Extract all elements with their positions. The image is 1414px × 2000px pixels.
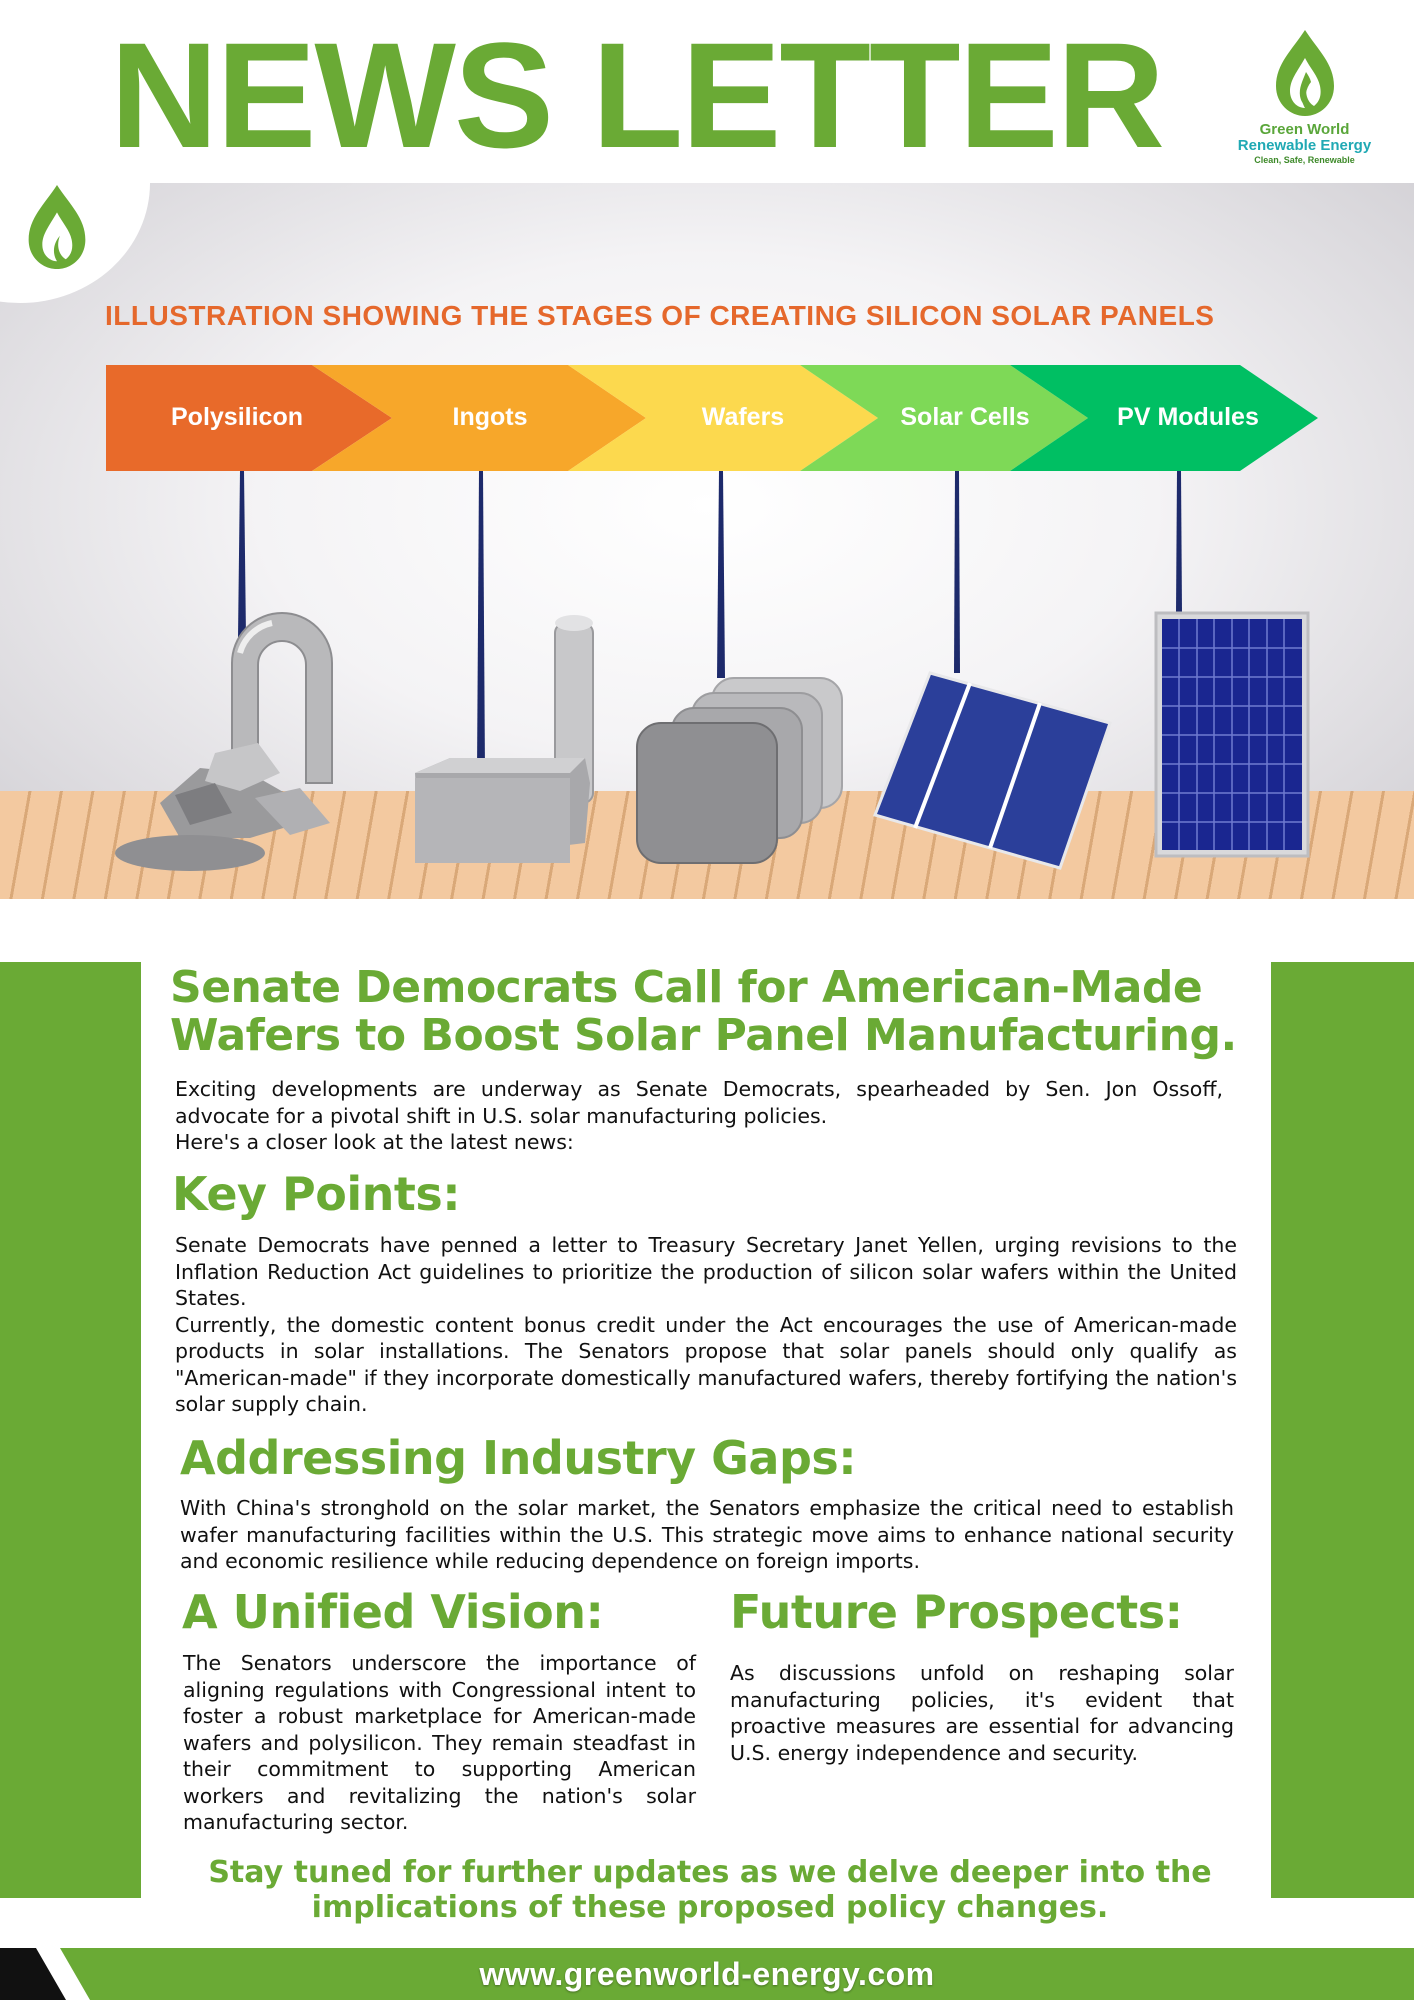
key-points-heading: Key Points: — [172, 1167, 461, 1221]
stage-label-solar-cells: Solar Cells — [900, 403, 1030, 431]
green-flame-icon — [1270, 28, 1340, 118]
ingots-object — [415, 615, 593, 863]
connector-line — [717, 471, 725, 678]
intro-paragraph: Exciting developments are underway as Senate Democrats, spearheaded by Sen. Jon Ossoff, advocate for a pivotal shift in U.S. solar manufacturing policies. — [175, 1077, 1223, 1128]
intro-lead-in: Here's a closer look at the latest news: — [175, 1130, 574, 1154]
industry-gaps-text: With China's stronghold on the solar market, the Senators emphasize the critical need to establish wafer manufacturing facilities within the U.S. This strategic move aims to enhance national security and economic resilience while reducing dependence on foreign imports. — [180, 1496, 1234, 1573]
wafers-object — [637, 678, 842, 863]
solar-panel-stages-illustration — [0, 183, 1414, 899]
company-logo — [1222, 28, 1387, 166]
connector-line — [1176, 471, 1182, 613]
solar-cell-object — [875, 673, 1110, 868]
logo-line-2: Renewable Energy — [1237, 137, 1372, 154]
article-headline: Senate Democrats Call for American-Made Wafers to Boost Solar Panel Manufacturing. — [170, 962, 1237, 1061]
future-prospects-heading: Future Prospects: — [730, 1585, 1183, 1639]
key-points-text — [175, 1232, 1237, 1418]
stages-arrow-band — [0, 183, 1414, 899]
unified-vision-text: The Senators underscore the importance of aligning regulations with Congressional intent to foster a robust marketplace for American-made wafers and polysilicon. They remain steadfast in their commitment to supporting American workers and revitalizing the nation's solar manufacturing sector. — [183, 1651, 696, 1834]
key-points-paragraph-2: Currently, the domestic content bonus credit under the Act encourages the use of American-made products in solar installations. The Senators propose that solar panels should only qualify as "American-made" if they incorporate domestically manufactured wafers, thereby fortifying the nation's solar supply chain. — [175, 1312, 1237, 1416]
stage-label-polysilicon: Polysilicon — [171, 403, 303, 431]
closing-statement: Stay tuned for further updates as we delve deeper into the implications of these proposed policy changes. — [208, 1855, 1212, 1925]
website-link[interactable]: www.greenworld-energy.com — [479, 1956, 935, 1992]
polysilicon-object — [115, 613, 332, 871]
connector-line — [954, 471, 960, 673]
unified-vision-heading: A Unified Vision: — [182, 1585, 604, 1639]
future-prospects-text: As discussions unfold on reshaping solar manufacturing policies, it's evident that proactive measures are essential for advancing U.S. energy independence and security. — [730, 1661, 1234, 1765]
stage-label-pv-modules: PV Modules — [1117, 403, 1259, 431]
intro-text — [175, 1076, 1223, 1156]
stage-label-wafers: Wafers — [701, 403, 785, 431]
newsletter-title: NEWS LETTER — [110, 11, 1163, 179]
logo-line-1: Green World — [1259, 121, 1350, 138]
logo-tagline: Clean, Safe, Renewable — [1254, 155, 1355, 165]
industry-gaps-heading: Addressing Industry Gaps: — [180, 1431, 857, 1485]
key-points-paragraph-1: Senate Democrats have penned a letter to Treasury Secretary Janet Yellen, urging revisions to the Inflation Reduction Act guidelines to prioritize the production of silicon solar wafers within the United States. — [175, 1233, 1237, 1310]
stage-label-ingots: Ingots — [452, 403, 528, 431]
illustration-title: ILLUSTRATION SHOWING THE STAGES OF CREATING SILICON SOLAR PANELS — [105, 300, 1215, 331]
connector-line — [238, 471, 246, 638]
pv-module-object — [1156, 613, 1308, 856]
connector-line — [477, 471, 485, 773]
